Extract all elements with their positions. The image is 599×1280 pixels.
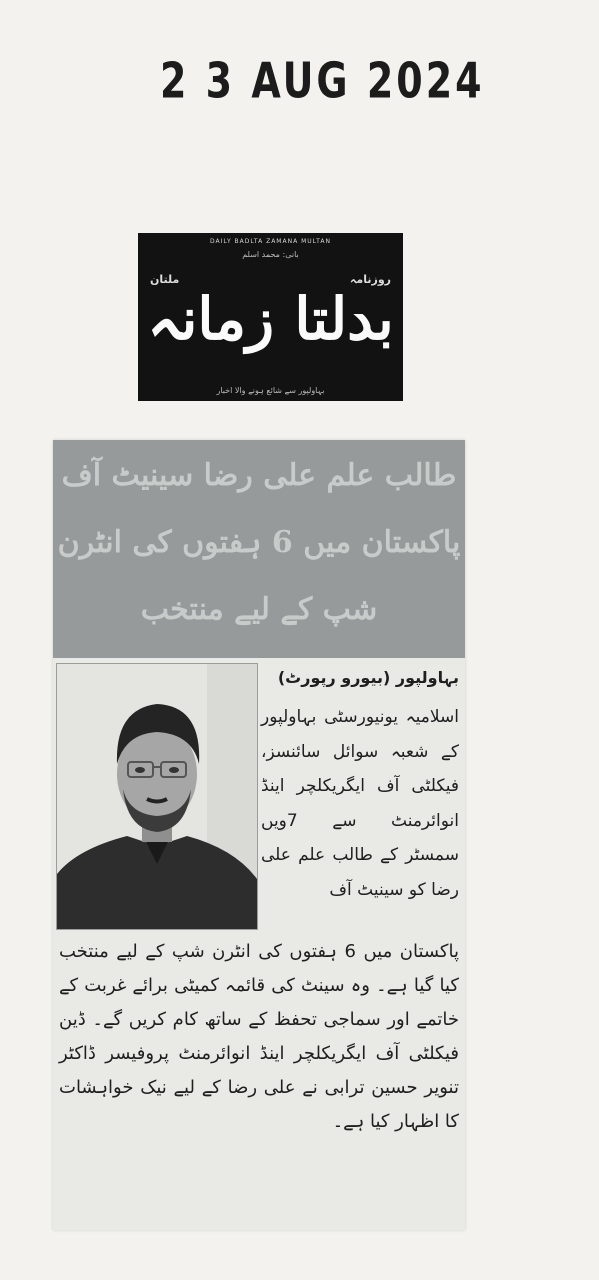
date-stamp: 2 3 AUG 2024 <box>160 52 485 110</box>
newspaper-masthead <box>138 233 403 401</box>
masthead-city: ملتان <box>150 273 180 286</box>
newspaper-name: بدلتا زمانہ <box>147 285 394 353</box>
article-body-side: اسلامیہ یونیورسٹی بہاولپور کے شعبہ سوائل سائنسز، فیکلٹی آف ایگریکلچر اینڈ انوائرمنٹ سے 7ویں سمسٹر کے طالب علم علی رضا کو سینیٹ آف <box>261 707 459 900</box>
masthead-tagline: DAILY BADLTA ZAMANA MULTAN <box>210 238 331 245</box>
portrait-image <box>57 664 257 929</box>
headline-line-1: طالب علم علی رضا سینیٹ آف <box>61 458 457 493</box>
article-body: پاکستان میں 6 ہفتوں کی انٹرن شپ کے لیے منتخب کیا گیا ہے۔ وہ سینٹ کی قائمہ کمیٹی برائے غربت کے خاتمے اور سماجی تحفظ کے ساتھ کام کریں گے۔ ڈین فیکلٹی آف ایگریکلچر اینڈ انوائرمنٹ پروفیسر ڈاکٹر تنویر حسین ترابی نے علی رضا کے لیے نیک خواہشات کا اظہار کیا ہے۔ <box>59 941 459 1132</box>
masthead-daily: روزنامہ <box>349 273 391 286</box>
masthead-footer: بہاولپور سے شائع ہونے والا اخبار <box>216 386 325 395</box>
headline-line-2: پاکستان میں 6 ہفتوں کی انٹرن <box>57 525 461 560</box>
masthead-sub: بانی: محمد اسلم <box>242 250 299 259</box>
headline-block <box>53 440 465 658</box>
headline-line-3: شپ کے لیے منتخب <box>140 592 378 627</box>
student-photo <box>56 663 258 930</box>
article-byline: بہاولپور (بیورو رپورٹ) <box>277 668 459 687</box>
news-clipping <box>53 440 465 1230</box>
